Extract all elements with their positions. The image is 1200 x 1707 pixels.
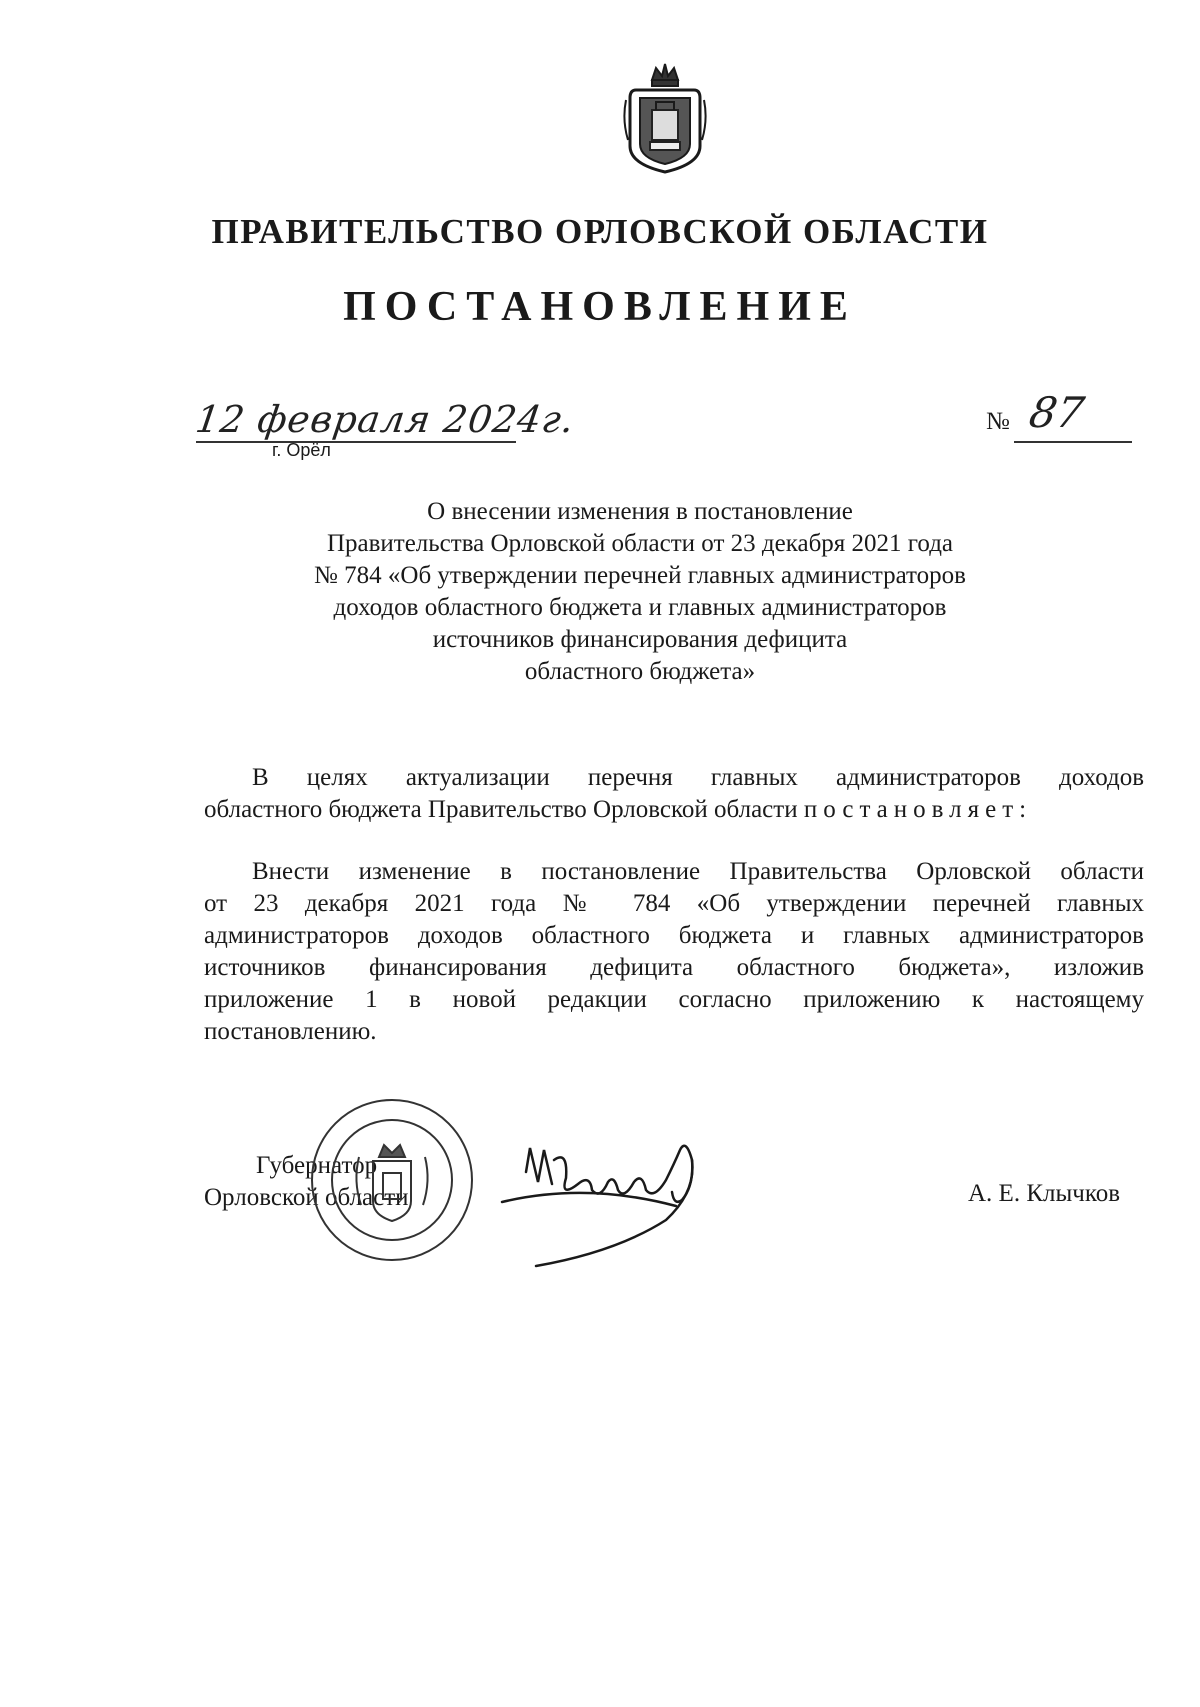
preamble-text: областного бюджета Правительство Орловской области — [204, 796, 804, 823]
handwritten-number: 87 — [1025, 388, 1088, 437]
resolution-line: источников финансирования дефицита областного бюджета», изложив — [204, 954, 1144, 981]
subject-line: доходов областного бюджета и главных администраторов — [333, 594, 947, 621]
date-underline — [196, 441, 516, 443]
document-type-title: ПОСТАНОВЛЕНИЕ — [343, 284, 857, 330]
resolution-line: приложение 1 в новой редакции согласно приложению к настоящему — [204, 986, 1144, 1013]
resolution-line: администраторов доходов областного бюджета и главных администраторов — [204, 922, 1144, 949]
preamble-line: В целях актуализации перечня главных администраторов доходов — [252, 764, 1144, 791]
subject-line: Правительства Орловской области от 23 декабря 2021 года — [326, 530, 954, 557]
signatory-title-line: Орловской области — [204, 1184, 409, 1211]
resolution-line: от 23 декабря 2021 года № 784 «Об утверждении перечней главных — [204, 890, 1144, 917]
handwritten-date: 12 февраля 2024г. — [192, 398, 578, 441]
city-label: г. Орёл — [272, 440, 331, 460]
number-sign: № — [986, 408, 1010, 435]
number-underline — [1014, 441, 1132, 443]
official-seal-stamp — [309, 1097, 475, 1263]
issuing-authority: ПРАВИТЕЛЬСТВО ОРЛОВСКОЙ ОБЛАСТИ — [211, 212, 989, 251]
subject-line: областного бюджета» — [524, 658, 756, 685]
subject-line: источников финансирования дефицита — [432, 626, 848, 653]
resolves-keyword: постановляет: — [803, 796, 1033, 823]
document-subject — [240, 496, 1040, 688]
resolution-line: Внести изменение в постановление Правительства Орловской области — [252, 858, 1144, 885]
resolution-line: постановлению. — [204, 1018, 377, 1045]
preamble-paragraph — [204, 762, 1144, 826]
signatory-title-line: Губернатор — [256, 1152, 378, 1179]
signer-name: А. Е. Клычков — [968, 1180, 1121, 1207]
subject-line: № 784 «Об утверждении перечней главных администраторов — [314, 562, 966, 589]
subject-line: О внесении изменения в постановление — [427, 498, 853, 525]
coat-of-arms-emblem — [622, 60, 708, 178]
handwritten-signature — [496, 1120, 760, 1270]
preamble-line — [204, 794, 1144, 826]
resolution-paragraph — [204, 856, 1144, 1048]
